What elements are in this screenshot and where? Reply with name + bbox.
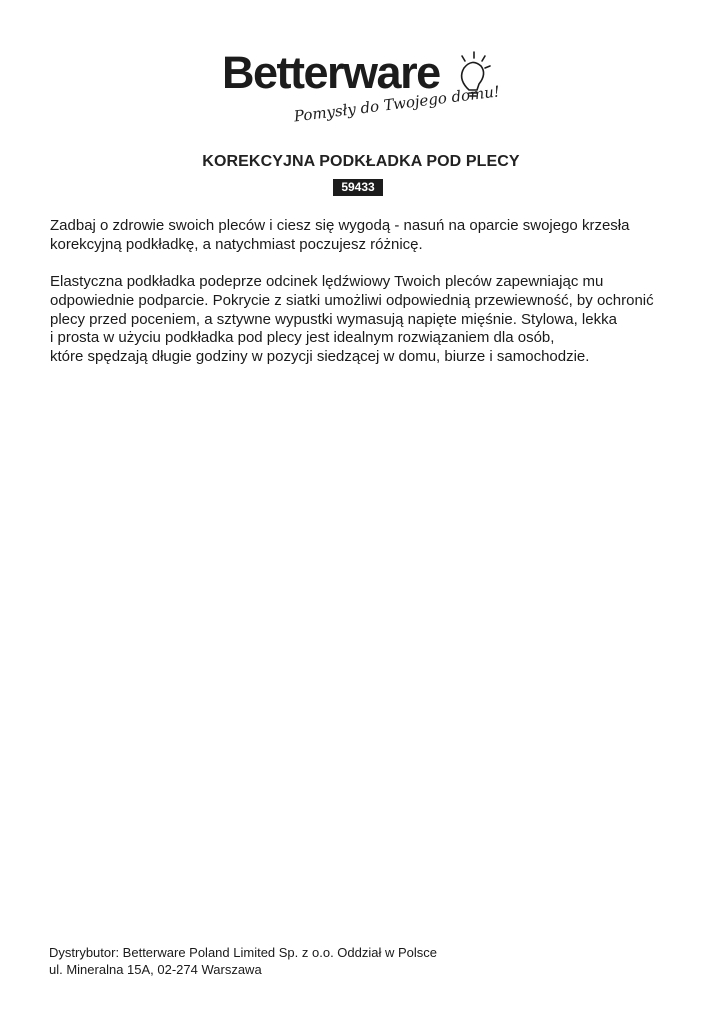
paragraph-line: odpowiednie podparcie. Pokrycie z siatki umożliwi odpowiednią przewiewność, by ochronić xyxy=(50,291,654,309)
description-paragraph-1 xyxy=(50,217,690,255)
product-title: KOREKCYJNA PODKŁADKA POD PLECY xyxy=(202,153,520,170)
paragraph-line: plecy przed poceniem, a sztywne wypustki wymasują napięte mięśnie. Stylowa, lekka xyxy=(50,310,617,328)
paragraph-line: Zadbaj o zdrowie swoich pleców i ciesz się wygodą - nasuń na oparcie swojego krzesła xyxy=(50,217,630,234)
distributor-footer xyxy=(49,944,437,978)
logo-tagline: Pomysły do Twojego domu! xyxy=(292,82,501,126)
betterware-logo xyxy=(222,44,502,134)
description-paragraph-2 xyxy=(50,273,690,367)
footer-address-line: ul. Mineralna 15A, 02-274 Warszawa xyxy=(49,962,262,977)
paragraph-line: korekcyjną podkładkę, a natychmiast poczujesz różnicę. xyxy=(50,235,423,253)
paragraph-line: które spędzają długie godziny w pozycji siedzącej w domu, biurze i samochodzie. xyxy=(50,348,590,366)
footer-distributor-line: Dystrybutor: Betterware Poland Limited Sp. z o.o. Oddział w Polsce xyxy=(49,945,438,960)
paragraph-line: Elastyczna podkładka podeprze odcinek lędźwiowy Twoich pleców zapewniając mu xyxy=(50,273,604,290)
paragraph-line: i prosta w użyciu podkładka pod plecy jest idealnym rozwiązaniem dla osób, xyxy=(50,329,555,347)
logo-wordmark: Betterware xyxy=(222,47,440,98)
product-code-badge: 59433 xyxy=(333,179,383,196)
